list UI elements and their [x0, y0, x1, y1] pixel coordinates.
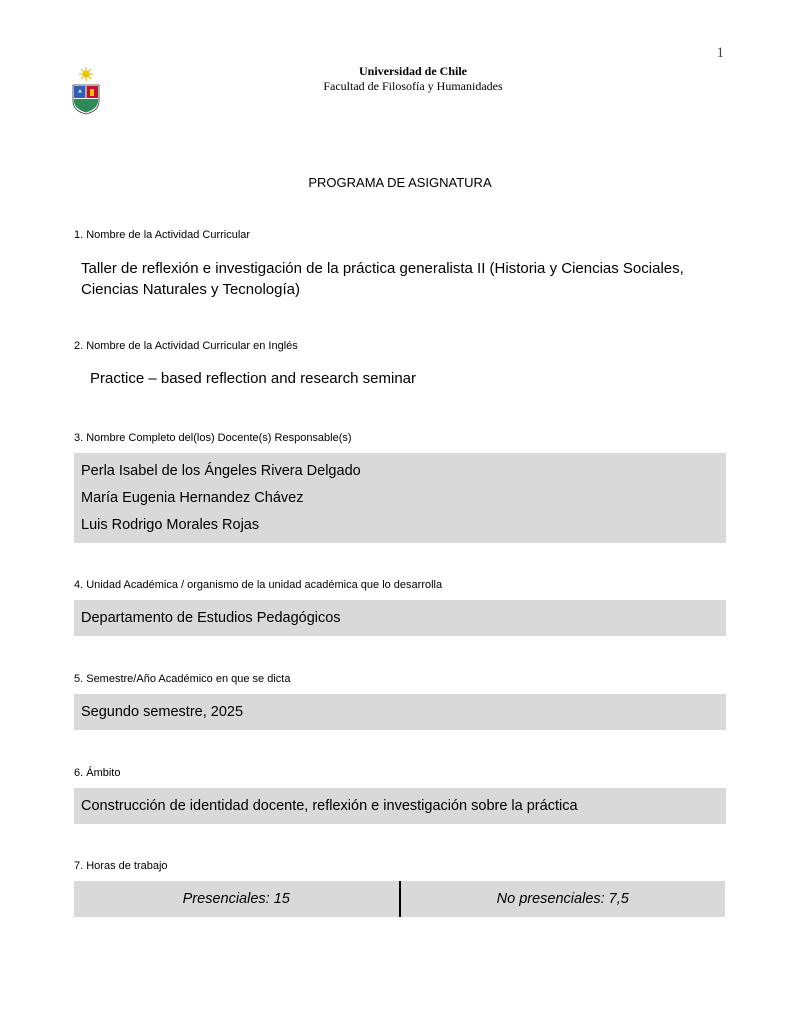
document-title: PROGRAMA DE ASIGNATURA — [308, 175, 492, 190]
section-4-label: 4. Unidad Académica / organismo de la unidad académica que lo desarrolla — [74, 579, 443, 591]
section-6-label: 6. Ámbito — [74, 767, 121, 779]
section-5-label: 5. Semestre/Año Académico en que se dicta — [74, 673, 291, 685]
teacher-name: Luis Rodrigo Morales Rojas — [81, 517, 260, 533]
course-name-line: Taller de reflexión e investigación de la práctica generalista II (Historia y Ciencias Sociales, — [81, 260, 684, 277]
section-7-label: 7. Horas de trabajo — [74, 860, 168, 872]
page-number: 1 — [716, 45, 724, 61]
institution-header — [200, 64, 626, 94]
academic-unit-field: Departamento de Estudios Pedagógicos — [74, 600, 726, 636]
work-hours-table — [74, 881, 725, 917]
non-presencial-hours: No presenciales: 7,5 — [496, 891, 629, 907]
university-name: Universidad de Chile — [358, 64, 467, 78]
teacher-name: María Eugenia Hernandez Chávez — [81, 490, 304, 506]
section-3-label: 3. Nombre Completo del(los) Docente(s) Responsable(s) — [74, 432, 352, 444]
semester-field: Segundo semestre, 2025 — [74, 694, 726, 730]
course-name-es — [81, 258, 684, 300]
scope-field: Construcción de identidad docente, reflexión e investigación sobre la práctica — [74, 788, 726, 824]
university-crest-icon — [71, 65, 101, 115]
course-name-en: Practice – based reflection and research seminar — [90, 370, 417, 387]
section-1-label: 1. Nombre de la Actividad Curricular — [74, 229, 251, 241]
presencial-hours: Presenciales: 15 — [74, 881, 401, 917]
section-2-label: 2. Nombre de la Actividad Curricular en Inglés — [74, 340, 298, 352]
teacher-name: Perla Isabel de los Ángeles Rivera Delgado — [81, 463, 361, 479]
faculty-name: Facultad de Filosofía y Humanidades — [323, 79, 503, 93]
course-name-line: Ciencias Naturales y Tecnología) — [81, 281, 301, 298]
teachers-field — [74, 453, 726, 543]
